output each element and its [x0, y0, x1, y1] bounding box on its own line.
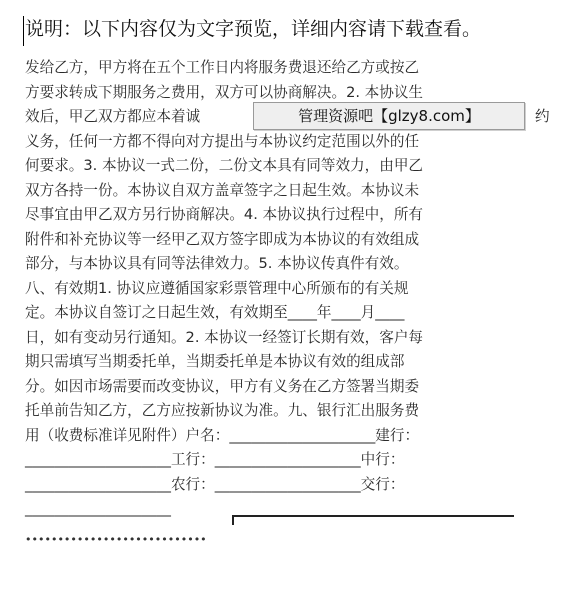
- text-line: 托单前告知乙方，乙方应按新协议为准。九、银行汇出服务费: [25, 402, 420, 419]
- text-line: 日，如有变动另行通知。2. 本协议一经签订长期有效，客户每: [25, 328, 424, 346]
- text-line: 发给乙方，甲方将在五个工作日内将服务费退还给乙方或按乙: [25, 59, 420, 76]
- text-line: ____________________: [25, 500, 171, 517]
- text-line: 双方各持一份。本协议自双方盖章签字之日起生效。本协议未: [25, 181, 420, 199]
- text-line: 定。本协议自签订之日起生效，有效期至____年____月____: [25, 304, 405, 321]
- text-line: 分。如因市场需要而改变协议，甲方有义务在乙方签署当期委: [25, 377, 420, 395]
- text-line: ____________________工行：____________________中行：: [25, 451, 405, 468]
- text-line: 尽事宜由甲乙双方另行协商解决。4. 本协议执行过程中，所有: [25, 206, 424, 223]
- text-line-end: 约: [535, 108, 550, 125]
- text-line: 附件和补充协议等一经甲乙双方签字即成为本协议的有效组成: [25, 230, 420, 248]
- text-line: ____________________农行：____________________交行：: [25, 475, 405, 493]
- watermark-link[interactable]: 管理资源吧【glzy8.com】: [253, 102, 525, 130]
- text-line: 用（收费标准详见附件）户名：____________________建行：: [25, 426, 420, 444]
- text-line: 何要求。3. 本协议一式二份，二份文本具有同等效力，由甲乙: [25, 157, 424, 174]
- text-line: 义务，任何一方都不得向对方提出与本协议约定范围以外的任: [25, 132, 420, 150]
- text-line: 方要求转成下期服务之费用，双方可以协商解决。2. 本协议生: [25, 83, 424, 101]
- preview-notice: 说明：以下内容仅为文字预览，详细内容请下载查看。: [25, 18, 482, 40]
- text-line: 部分，与本协议具有同等法律效力。5. 本协议传真件有效。: [25, 255, 409, 272]
- text-line: 八、有效期1. 协议应遵循国家彩票管理中心所颁布的有关规: [25, 279, 409, 297]
- text-cursor: [23, 16, 24, 46]
- continuation-dots: ••••••••••••••••••••••••••••: [25, 533, 207, 546]
- text-line-start: 效后，甲乙双方都应本着诚: [25, 108, 201, 125]
- text-line: 期只需填写当期委托单，当期委托单是本协议有效的组成部: [25, 353, 405, 370]
- signature-bracket: [232, 515, 514, 525]
